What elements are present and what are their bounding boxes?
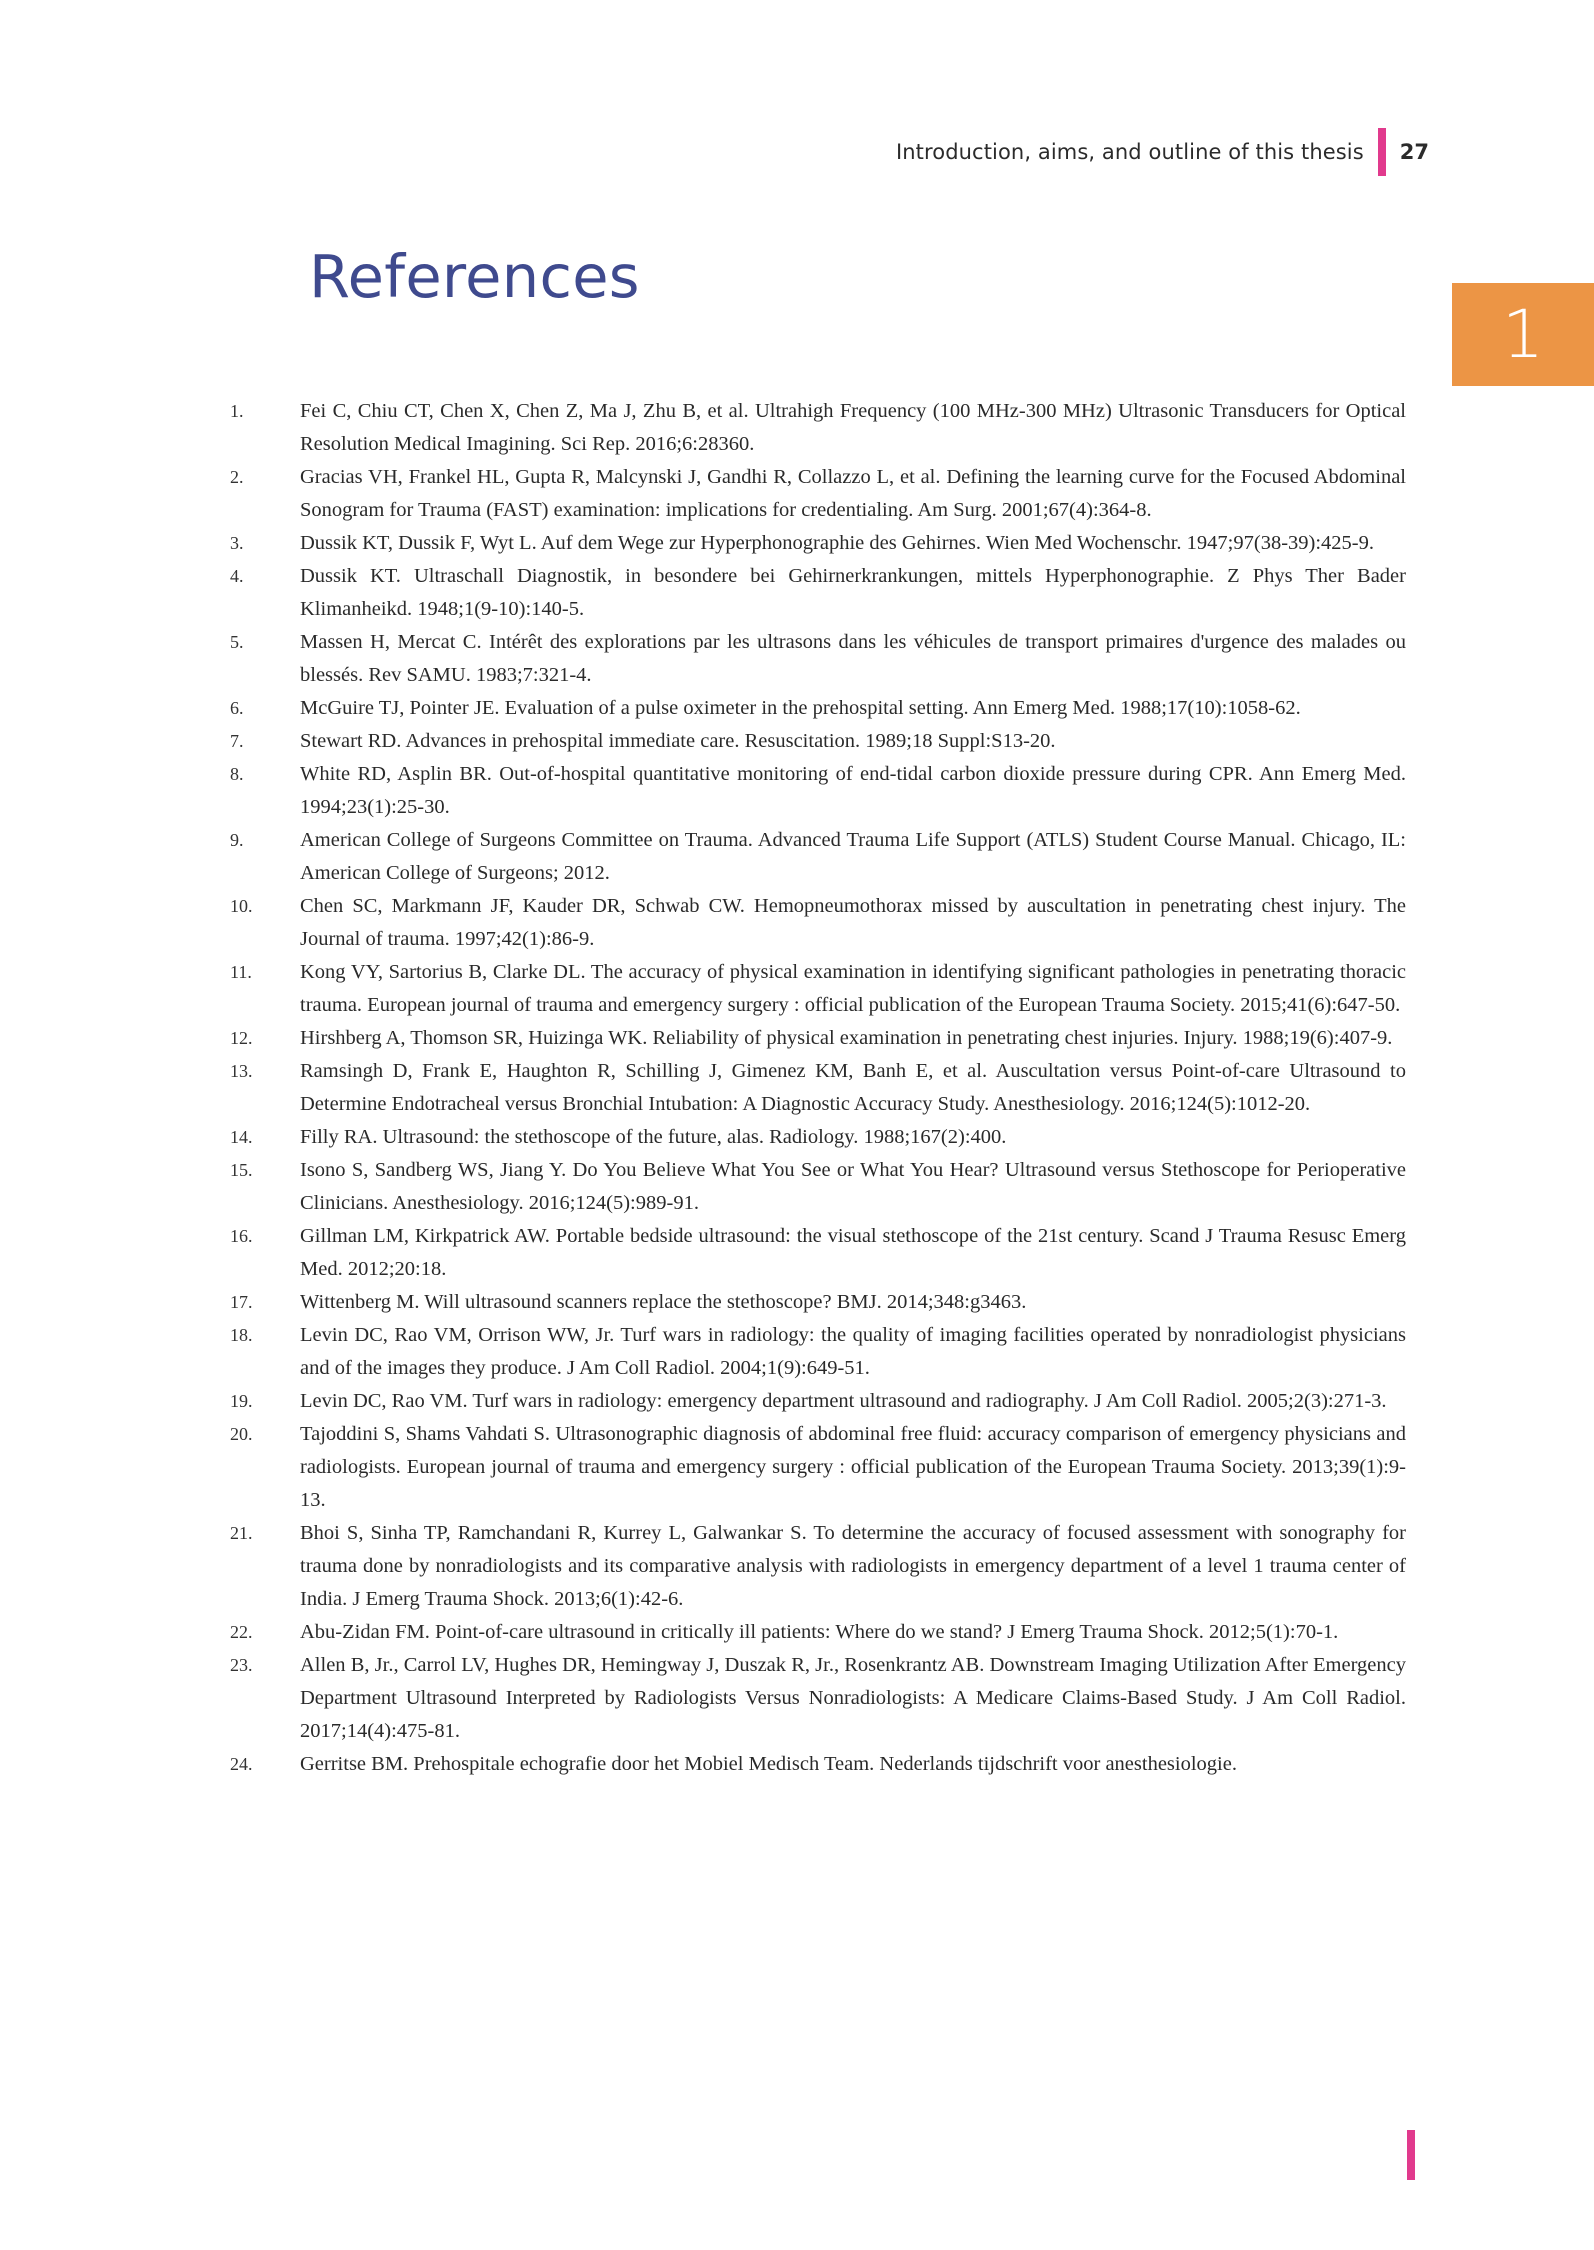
reference-number: 22. <box>230 1622 253 1642</box>
reference-item <box>230 1220 1406 1286</box>
reference-text: Gerritse BM. Prehospitale echografie door het Mobiel Medisch Team. Nederlands tijdschrift voor anesthesiologie. <box>300 1753 1237 1775</box>
reference-item <box>230 1385 1406 1418</box>
reference-item <box>230 1649 1406 1748</box>
reference-item <box>230 395 1406 461</box>
running-header <box>896 128 1429 176</box>
footer-accent-bar <box>1407 2130 1415 2180</box>
reference-number: 21. <box>230 1523 253 1543</box>
reference-number: 9. <box>230 830 244 850</box>
reference-item <box>230 758 1406 824</box>
reference-text: American College of Surgeons Committee on Trauma. Advanced Trauma Life Support (ATLS) Student Course Manual. Chicago, IL: American College of Surgeons; 2012. <box>300 829 1406 884</box>
reference-item <box>230 1517 1406 1616</box>
reference-number: 10. <box>230 896 253 916</box>
page-number: 27 <box>1399 140 1429 164</box>
reference-item <box>230 1748 1406 1781</box>
reference-item <box>230 527 1406 560</box>
reference-text: Isono S, Sandberg WS, Jiang Y. Do You Believe What You See or What You Hear? Ultrasound versus Stethoscope for Perioperative Clinicians. Anesthesiology. 2016;124(5):989-91. <box>300 1159 1406 1214</box>
reference-item <box>230 1154 1406 1220</box>
reference-text: Kong VY, Sartorius B, Clarke DL. The accuracy of physical examination in identifying significant pathologies in penetrating thoracic trauma. European journal of trauma and emergency surgery : official publication of the European Trauma Society. 2015;41(6):647-50. <box>300 961 1406 1016</box>
reference-text: White RD, Asplin BR. Out-of-hospital quantitative monitoring of end-tidal carbon dioxide pressure during CPR. Ann Emerg Med. 1994;23(1):25-30. <box>300 763 1406 818</box>
reference-number: 16. <box>230 1226 253 1246</box>
reference-item <box>230 1319 1406 1385</box>
reference-list <box>230 395 1406 1781</box>
reference-number: 1. <box>230 401 244 421</box>
reference-item <box>230 1022 1406 1055</box>
reference-number: 14. <box>230 1127 253 1147</box>
reference-item <box>230 1616 1406 1649</box>
reference-item <box>230 890 1406 956</box>
reference-text: Fei C, Chiu CT, Chen X, Chen Z, Ma J, Zhu B, et al. Ultrahigh Frequency (100 MHz-300 MHz) Ultrasonic Transducers for Optical Resolution Medical Imagining. Sci Rep. 2016;6:28360. <box>300 400 1406 455</box>
reference-number: 5. <box>230 632 244 652</box>
reference-number: 17. <box>230 1292 253 1312</box>
reference-item <box>230 1286 1406 1319</box>
header-accent-bar <box>1378 128 1386 176</box>
reference-number: 13. <box>230 1061 253 1081</box>
reference-number: 12. <box>230 1028 253 1048</box>
reference-text: Stewart RD. Advances in prehospital immediate care. Resuscitation. 1989;18 Suppl:S13-20. <box>300 730 1056 752</box>
reference-number: 11. <box>230 962 252 982</box>
reference-text: Chen SC, Markmann JF, Kauder DR, Schwab CW. Hemopneumothorax missed by auscultation in penetrating chest injury. The Journal of trauma. 1997;42(1):86-9. <box>300 895 1406 950</box>
reference-text: Filly RA. Ultrasound: the stethoscope of the future, alas. Radiology. 1988;167(2):400. <box>300 1126 1007 1148</box>
reference-item <box>230 956 1406 1022</box>
reference-text: Allen B, Jr., Carrol LV, Hughes DR, Hemingway J, Duszak R, Jr., Rosenkrantz AB. Downstream Imaging Utilization After Emergency Department Ultrasound Interpreted by Radiologists Versus Nonradiologists: A Medicare Claims-Based Study. J Am Coll Radiol. 2017;14(4):475-81. <box>300 1654 1406 1742</box>
reference-text: Gracias VH, Frankel HL, Gupta R, Malcynski J, Gandhi R, Collazzo L, et al. Defining the learning curve for the Focused Abdominal Sonogram for Trauma (FAST) examination: implications for credentialing. Am Surg. 2001;67(4):364-8. <box>300 466 1406 521</box>
reference-number: 23. <box>230 1655 253 1675</box>
reference-number: 19. <box>230 1391 253 1411</box>
reference-text: Massen H, Mercat C. Intérêt des explorations par les ultrasons dans les véhicules de transport primaires d'urgence des malades ou blessés. Rev SAMU. 1983;7:321-4. <box>300 631 1406 686</box>
reference-number: 15. <box>230 1160 253 1180</box>
reference-text: Gillman LM, Kirkpatrick AW. Portable bedside ultrasound: the visual stethoscope of the 21st century. Scand J Trauma Resusc Emerg Med. 2012;20:18. <box>300 1225 1406 1280</box>
reference-text: Hirshberg A, Thomson SR, Huizinga WK. Reliability of physical examination in penetrating chest injuries. Injury. 1988;19(6):407-9. <box>300 1027 1393 1049</box>
reference-number: 2. <box>230 467 244 487</box>
reference-number: 20. <box>230 1424 253 1444</box>
reference-item <box>230 692 1406 725</box>
reference-item <box>230 1121 1406 1154</box>
reference-item <box>230 461 1406 527</box>
reference-item <box>230 1055 1406 1121</box>
reference-item <box>230 1418 1406 1517</box>
reference-number: 6. <box>230 698 244 718</box>
section-title: References <box>309 242 640 311</box>
reference-text: Dussik KT. Ultraschall Diagnostik, in besondere bei Gehirnerkrankungen, mittels Hyperphonographie. Z Phys Ther Bader Klimanheikd. 1948;1(9-10):140-5. <box>300 565 1406 620</box>
reference-text: Tajoddini S, Shams Vahdati S. Ultrasonographic diagnosis of abdominal free fluid: accuracy comparison of emergency physicians and radiologists. European journal of trauma and emergency surgery : official publication of the European Trauma Society. 2013;39(1):9-13. <box>300 1423 1406 1511</box>
reference-number: 24. <box>230 1754 253 1774</box>
reference-item <box>230 560 1406 626</box>
reference-number: 18. <box>230 1325 253 1345</box>
reference-item <box>230 824 1406 890</box>
reference-text: Abu-Zidan FM. Point-of-care ultrasound in critically ill patients: Where do we stand? J Emerg Trauma Shock. 2012;5(1):70-1. <box>300 1621 1339 1643</box>
reference-text: Ramsingh D, Frank E, Haughton R, Schilling J, Gimenez KM, Banh E, et al. Auscultation versus Point-of-care Ultrasound to Determine Endotracheal versus Bronchial Intubation: A Diagnostic Accuracy Study. Anesthesiology. 2016;124(5):1012-20. <box>300 1060 1406 1115</box>
chapter-tab: 1 <box>1452 283 1594 386</box>
reference-number: 3. <box>230 533 244 553</box>
reference-item <box>230 725 1406 758</box>
reference-item <box>230 626 1406 692</box>
reference-text: Levin DC, Rao VM. Turf wars in radiology: emergency department ultrasound and radiography. J Am Coll Radiol. 2005;2(3):271-3. <box>300 1390 1387 1412</box>
reference-number: 7. <box>230 731 244 751</box>
reference-text: Dussik KT, Dussik F, Wyt L. Auf dem Wege zur Hyperphonographie des Gehirnes. Wien Med Wochenschr. 1947;97(38-39):425-9. <box>300 532 1375 554</box>
running-title: Introduction, aims, and outline of this thesis <box>895 140 1364 164</box>
reference-text: Wittenberg M. Will ultrasound scanners replace the stethoscope? BMJ. 2014;348:g3463. <box>300 1291 1027 1313</box>
reference-number: 4. <box>230 566 244 586</box>
reference-text: Bhoi S, Sinha TP, Ramchandani R, Kurrey L, Galwankar S. To determine the accuracy of focused assessment with sonography for trauma done by nonradiologists and its comparative analysis with radiologists in emergency department of a level 1 trauma center of India. J Emerg Trauma Shock. 2013;6(1):42-6. <box>300 1522 1406 1610</box>
reference-text: Levin DC, Rao VM, Orrison WW, Jr. Turf wars in radiology: the quality of imaging facilities operated by nonradiologist physicians and of the images they produce. J Am Coll Radiol. 2004;1(9):649-51. <box>300 1324 1406 1379</box>
reference-number: 8. <box>230 764 244 784</box>
reference-text: McGuire TJ, Pointer JE. Evaluation of a pulse oximeter in the prehospital setting. Ann Emerg Med. 1988;17(10):1058-62. <box>300 697 1301 719</box>
